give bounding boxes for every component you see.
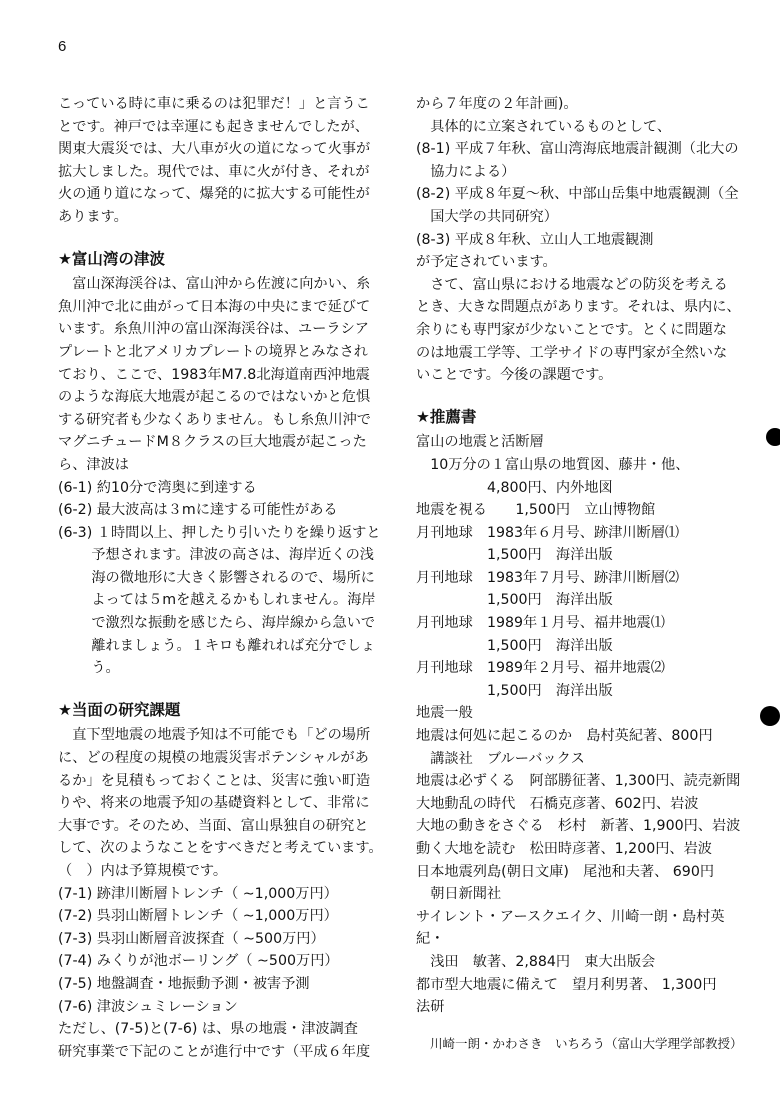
text-line: 大事です。そのため、当面、富山県独自の研究と — [58, 817, 369, 834]
section-heading-tsunami: ★富山湾の津波 — [58, 249, 165, 268]
text-line: から７年度の２年計画)。 — [416, 96, 578, 112]
list-item: (7-4) みくりが池ボーリング（ ∼500万円） — [58, 953, 339, 970]
book-list-general — [416, 725, 741, 1019]
book-entry: 1,500円 海洋出版 — [416, 637, 613, 654]
continued-paragraph — [416, 93, 741, 138]
list-item: (7-5) 地盤調査・地振動予測・被害予測 — [58, 975, 310, 992]
text-line: いことです。今後の課題です。 — [416, 367, 613, 384]
list-item: (6-2) 最大波高は３mに達する可能性がある — [58, 502, 338, 519]
book-entry: 月刊地球 1983年７月号、跡津川断層⑵ — [416, 569, 680, 586]
list-item: (8-2) 平成８年夏～秋、中部山岳集中地震観測（全国大学の共同研究） — [416, 186, 739, 225]
research-paragraph — [58, 724, 388, 882]
closing-paragraph — [58, 1018, 388, 1063]
text-line: に、どの程度の規模の地震災害ポテンシャルがあ — [58, 750, 369, 767]
text-line: 魚川沖で北に曲がって日本海の中央にまで延びて — [58, 298, 371, 315]
book-group-title: 地震一般 — [416, 705, 473, 722]
book-entry: 地震は何処に起こるのか 島村英紀著、800円 — [416, 728, 713, 745]
book-entry: 浅田 敏著、2,884円 東大出版会 — [416, 953, 656, 970]
punch-hole-mark — [766, 428, 780, 446]
book-entry: 月刊地球 1989年２月号、福井地震⑵ — [416, 660, 665, 677]
book-entry: 都市型大地震に備えて 望月利男著、 1,300円 法研 — [416, 976, 731, 1016]
research-list — [58, 883, 388, 1019]
book-entry: 10万分の１富山県の地質図、藤井・他、 — [416, 456, 690, 473]
text-line: のは地震工学等、工学サイドの専門家が全然いな — [416, 344, 728, 361]
text-line: 拡大しました。現代では、車に火が付き、それが — [58, 163, 370, 180]
list-item: (8-1) 平成７年秋、富山湾海底地震計観測（北大の協力による） — [416, 141, 739, 180]
tsunami-list — [58, 477, 388, 680]
text-line: るか」を見積もっておくことは、災害に強い町造 — [58, 772, 371, 789]
page-number: 6 — [58, 38, 67, 55]
text-line: ており、ここで、1983年M7.8北海道南西沖地震 — [58, 366, 370, 383]
problem-paragraph — [416, 251, 741, 387]
section-heading-research: ★当面の研究課題 — [58, 700, 181, 719]
text-line: います。糸魚川沖の富山深海渓谷は、ユーラシア — [58, 321, 369, 338]
text-line: 関東大震災では、大八車が火の道になって火事が — [58, 141, 371, 158]
text-line: あります。 — [58, 208, 128, 225]
book-entry: 地震を視る 1,500円 立山博物館 — [416, 502, 656, 519]
list-item: (6-3) １時間以上、押したり引いたりを繰り返すと予想されます。津波の高さは、海岸近くの浅海の微地形に大きく影響されるので、場所によっては５mを越えるかもしれません。海岸で激烈な振動を感じたら、海岸線から急いで離れましょう。１キロも離れれば充分でしょう。 — [58, 524, 381, 677]
text-line: ただし、(7-5)と(7-6) は、県の地震・津波調査 — [58, 1021, 358, 1038]
book-entry: 1,500円 海洋出版 — [416, 682, 613, 699]
book-entry: 大地の動きをさぐる 杉村 新著、1,900円、岩波 — [416, 818, 741, 835]
text-line: して、次のようなことをすべきだと考えています。 — [58, 840, 383, 857]
text-line: する研究者も少なくありません。もし糸魚川沖で — [58, 411, 371, 428]
text-line: 火の通り道になって、爆発的に拡大する可能性が — [58, 186, 370, 203]
text-line: （ ）内は予算規模です。 — [58, 863, 228, 879]
text-line: マグニチュードM８クラスの巨大地震が起こった — [58, 434, 367, 451]
book-entry: 朝日新聞社 — [416, 886, 502, 903]
list-item: (7-2) 呉羽山断層トレンチ（ ∼1,000万円） — [58, 908, 338, 925]
text-line: 研究事業で下記のことが進行中です（平成６年度 — [58, 1043, 371, 1060]
text-line: りや、将来の地震予知の基礎資料として、非常に — [58, 795, 370, 812]
book-entry: 月刊地球 1983年６月号、跡津川断層⑴ — [416, 524, 680, 541]
text-line: プレートと北アメリカプレートの境界とみなされ — [58, 343, 368, 360]
text-line: とです。神戸では幸運にも起きませんでしたが、 — [58, 118, 369, 135]
text-line: が予定されています。 — [416, 254, 557, 271]
list-item: (7-3) 呉羽山断層音波探査（ ∼500万円） — [58, 930, 325, 947]
left-column — [58, 93, 388, 1063]
text-line: 直下型地震の地震予知は不可能でも「どの場所 — [58, 727, 371, 744]
list-item: (7-1) 跡津川断層トレンチ（ ∼1,000万円） — [58, 885, 338, 902]
section-heading-books: ★推薦書 — [416, 407, 477, 426]
book-entry: 1,500円 海洋出版 — [416, 592, 613, 609]
book-entry: 日本地震列島(朝日文庫) 尾池和夫著、 690円 — [416, 863, 715, 880]
list-item: (7-6) 津波シュミレーション — [58, 998, 238, 1015]
intro-paragraph — [58, 93, 388, 229]
text-line: とき、大きな問題点があります。それは、県内に、 — [416, 299, 741, 316]
text-line: 具体的に立案されているものとして、 — [416, 118, 672, 135]
book-entry: 月刊地球 1989年１月号、福井地震⑴ — [416, 615, 665, 632]
punch-hole-mark — [760, 706, 780, 726]
book-entry: 講談社 ブルーバックス — [416, 750, 585, 767]
text-line: こっている時に車に乗るのは犯罪だ！」と言うこ — [58, 96, 370, 112]
plan-list — [416, 138, 741, 251]
author-credit: 川崎一朗・かわさき いちろう（富山大学理学部教授） — [430, 1035, 743, 1051]
book-entry: 大地動乱の時代 石橋克彦著、602円、岩波 — [416, 795, 699, 812]
book-entry: 1,500円 海洋出版 — [416, 547, 613, 564]
text-line: 余りにも専門家が少ないことです。とくに問題な — [416, 321, 727, 338]
book-entry: 地震は必ずくる 阿部勝征著、1,300円、読売新聞 — [416, 773, 741, 790]
list-item: (8-3) 平成８年秋、立山人工地震観測 — [416, 231, 654, 248]
text-line: 富山深海渓谷は、富山沖から佐渡に向かい、糸 — [58, 276, 371, 293]
right-column — [416, 93, 741, 1055]
text-line: ら、津波は — [58, 456, 129, 473]
text-line: のような海底大地震が起こるのではないかと危惧 — [58, 389, 371, 406]
list-item: (6-1) 約10分で湾奥に到達する — [58, 479, 257, 496]
book-entry: 動く大地を読む 松田時彦著、1,200円、岩波 — [416, 841, 712, 857]
text-line: さて、富山県における地震などの防災を考える — [416, 276, 728, 293]
tsunami-paragraph — [58, 273, 388, 476]
book-entry: 4,800円、内外地図 — [416, 479, 613, 496]
book-group-title: 富山の地震と活断層 — [416, 434, 544, 451]
book-entry: サイレント・アースクエイク、川崎一朗・島村英紀・ — [416, 908, 725, 948]
book-list-toyama — [416, 454, 741, 703]
